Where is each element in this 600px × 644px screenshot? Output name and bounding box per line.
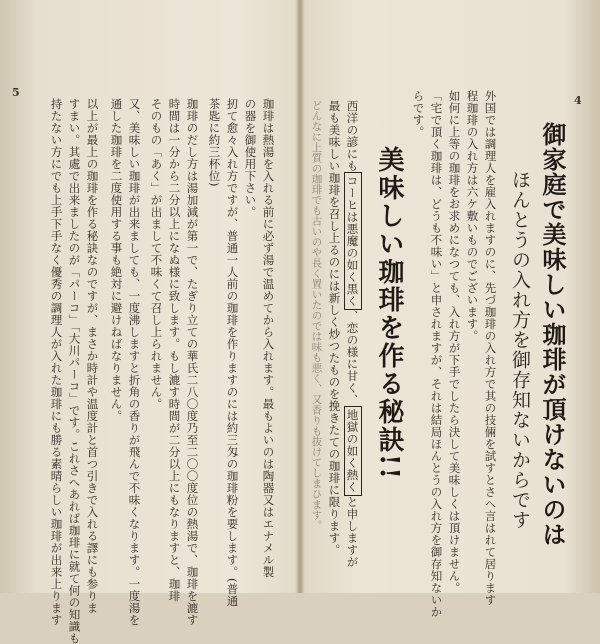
intro-line-5: らです。	[411, 90, 426, 138]
left-line-10: 以上が最上の珈琲を作る秘訣なのですが、まさか時計や温度計と首つ引きで入れる譯にも参りま	[85, 98, 100, 614]
proverb-middle: 、恋の様に甘く、	[345, 310, 360, 406]
proverb-suffix: と申しますが	[345, 496, 360, 568]
left-line-7: そのもの「あく」が出まして不味くて召し上られません。	[149, 98, 164, 410]
main-headline: 御家庭で美味しい珈琲が頂けないのは	[538, 122, 567, 547]
left-line-1: 珈琲は熱湯を入れる前に必ず湯で温めてから入れます。最もよいのは陶器又はエナメル製	[261, 98, 276, 578]
left-line-11: すまい。其處で出来ましたのが「パーコ」「大川パーコ」です。これさへあれば珈琲に就て何の知識も	[67, 98, 82, 644]
section-title: 美味しい珈琲を作る秘訣!!	[374, 146, 404, 481]
faded-line: どんなに上質の珈琲でも古いのや長く置いたのでは味も悪く、又香りも抜けてしまひます。	[310, 100, 323, 531]
proverb-line	[346, 100, 358, 568]
left-line-9: 通した珈琲を二度使用する事も絶対に避けねばなりません。	[109, 98, 124, 422]
left-line-8: 又、美味しい珈琲が出来ましても、一度沸しますと折角の香りが飛んで不味くなります。一度湯を	[127, 98, 142, 626]
page-number-right: 4	[574, 94, 582, 107]
left-line-6: 時間は一分から二分以上になぬ様に致します。もし漉す時間が二分以上にもなりますと、珈琲	[167, 98, 182, 602]
proverb-prefix: 西洋の諺にも	[345, 100, 360, 172]
left-line-4: 茶匙に約三杯位)	[207, 98, 222, 187]
sub-headline: ほんとうの入れ方を御存知ないからです	[509, 170, 531, 530]
intro-line-4: 「宅で頂く珈琲は、どうも不味い」と申されますが、それは結局ほんとうの入れ方を御存知ないか	[429, 90, 444, 618]
left-line-12: 持たない方にでも上手下手なく優秀の調理人が入れた珈琲にも勝る素晴らしい珈琲が出来上ります	[49, 98, 64, 626]
left-line-2: の器を御使用下さい。	[243, 98, 258, 218]
paragraph-2-line-1: 最も美味しい珈琲を召し上るのには新しく炒つたものを挽きたての珈琲に限ります。	[327, 100, 342, 556]
page-number-left: 5	[12, 86, 20, 99]
proverb-box-2: 地獄の如く熱く	[344, 406, 362, 496]
intro-line-3: 如何に上等の珈琲をお求めになつても、入れ方が下手でしたら決して美味しくは頂けません。	[447, 90, 462, 594]
intro-line-2: 程珈琲の入れ方は六ケ敷いものでございます。	[465, 90, 480, 342]
book-gutter	[296, 0, 304, 593]
intro-line-1: 外国では調理人を雇入れますのに、先づ珈琲の入れ方で其の技倆を試すとさへ言はれて居ります	[483, 90, 498, 606]
left-line-3: 扨て愈々入れ方ですが、普通一人前の珈琲を作りますのには約三匁の珈琲粉を要します。(普通	[225, 98, 240, 607]
left-line-5: 珈琲のだし方は湯加減が第一で、たぎり立ての華氏二八〇度乃至二〇〇度位の熱湯で、珈琲を漉す	[185, 98, 200, 626]
proverb-box-1: コーヒは悪魔の如く黒く	[344, 172, 362, 310]
